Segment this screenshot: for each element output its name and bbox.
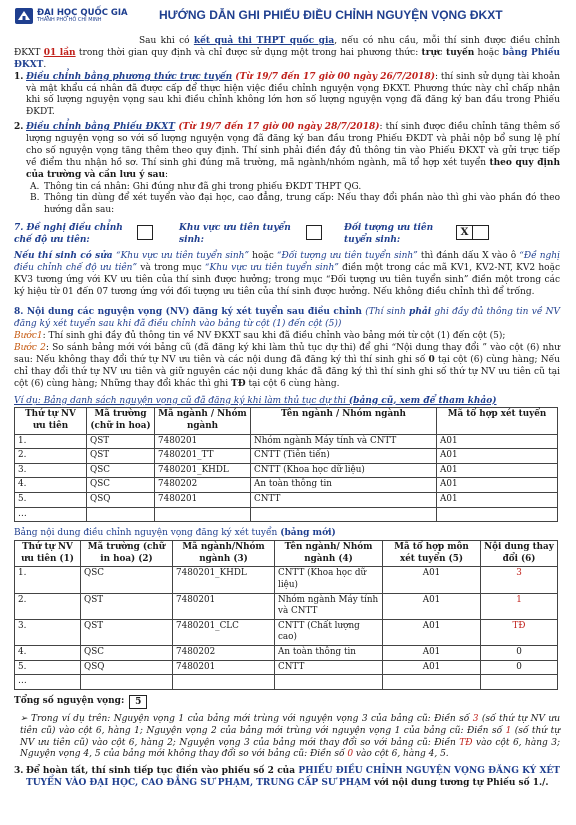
old-table-caption: Ví dụ: Bảng danh sách nguyện vọng cũ đã đăng ký khi làm thủ tục dự thi (bảng cũ, xem để tham khảo) (14, 395, 497, 406)
logo-icon (14, 6, 34, 26)
table-row (15, 493, 558, 508)
table-cell: A01 (437, 463, 558, 478)
table-cell: 5. (15, 493, 87, 508)
table-cell: 1 (481, 593, 558, 619)
new-col-header: Nội dung thay đổi (6) (481, 541, 558, 567)
table-cell: QSQ (87, 493, 155, 508)
table-cell: 7480202 (173, 646, 275, 661)
table-cell (81, 675, 173, 690)
table-cell: 1. (15, 434, 87, 449)
table-cell (275, 675, 383, 690)
area-label: Khu vực ưu tiên tuyển sinh: (179, 223, 291, 245)
table-cell: A01 (383, 567, 481, 593)
table-cell: 4. (15, 478, 87, 493)
step-1: Bước1: Thí sinh ghi đầy đủ thông tin về NV ĐKXT sau khi đã điều chỉnh vào bảng mới từ cột (1) đến cột (5); (14, 331, 506, 342)
table-row (15, 646, 558, 661)
table-cell: A01 (383, 646, 481, 661)
table-cell: 7480201_KHDL (173, 567, 275, 593)
table-cell: An toàn thông tin (251, 478, 437, 493)
new-table-caption: Bảng nội dung điều chỉnh nguyện vọng đăng ký xét tuyển (bảng mới) (14, 528, 336, 539)
table-cell: QSQ (81, 660, 173, 675)
item-2-sub-a: A. Thông tin cá nhân: Ghi đúng như đã ghi trong phiếu ĐKDT THPT QG. (30, 181, 362, 192)
total-wishes-row (14, 695, 560, 709)
table-row (15, 660, 558, 675)
table-cell: A01 (383, 619, 481, 645)
object-code-box-1[interactable]: X (456, 225, 473, 240)
table-cell: QSC (81, 567, 173, 593)
table-cell: … (15, 675, 81, 690)
table-cell: 0 (481, 646, 558, 661)
new-col-header: Mã tổ hợp môn xét tuyển (5) (383, 541, 481, 567)
table-cell: 7480201 (173, 660, 275, 675)
object-code-box-2[interactable] (472, 225, 489, 240)
table-cell: A01 (437, 478, 558, 493)
table-cell (87, 507, 155, 522)
table-row (15, 675, 558, 690)
table-cell: 2. (15, 449, 87, 464)
object-label: Đối tượng ưu tiên tuyển sinh: (344, 223, 434, 245)
new-col-header: Mã ngành/Nhóm ngành (3) (173, 541, 275, 567)
table-row (15, 463, 558, 478)
table-cell: QST (81, 593, 173, 619)
logo-line-2: THÀNH PHỐ HỒ CHÍ MINH (37, 16, 102, 23)
old-col-header: Tên ngành / Nhóm ngành (251, 408, 437, 434)
old-col-header: Mã tổ hợp xét tuyển (437, 408, 558, 434)
table-cell: CNTT (Tiên tiến) (251, 449, 437, 464)
table-cell: QST (81, 619, 173, 645)
table-cell: 3 (481, 567, 558, 593)
table-cell (173, 675, 275, 690)
logo-line-1: ĐẠI HỌC QUỐC GIA (37, 7, 128, 18)
table-cell (383, 675, 481, 690)
table-cell: 7480201 (155, 493, 251, 508)
item-2-sub-b: B. Thông tin dùng để xét tuyển vào đại học, cao đẳng, trung cấp: Nếu thay đổi phần nào thì ghi vào phần đó theo hướng dẫn sau: (30, 193, 560, 216)
table-cell (437, 507, 558, 522)
table-cell: 4. (15, 646, 81, 661)
new-col-header: Mã trường (chữ in hoa) (2) (81, 541, 173, 567)
old-col-header: Thứ tự NV ưu tiên (15, 408, 87, 434)
table-cell: A01 (383, 593, 481, 619)
old-wishes-table (14, 407, 558, 522)
table-cell: … (15, 507, 87, 522)
table-cell: CNTT (Khoa học dữ liệu) (275, 567, 383, 593)
area-code-box[interactable] (306, 225, 322, 240)
old-col-header: Mã ngành / Nhóm ngành (155, 408, 251, 434)
table-cell: TĐ (481, 619, 558, 645)
table-cell: 7480202 (155, 478, 251, 493)
new-col-header: Thứ tự NV ưu tiên (1) (15, 541, 81, 567)
table-cell: CNTT (275, 660, 383, 675)
table-cell: 7480201_CLC (173, 619, 275, 645)
table-row (15, 619, 558, 645)
priority-adjust-label: 7. Đề nghị điều chỉnh chế độ ưu tiên: (14, 223, 123, 245)
new-col-header: Tên ngành/ Nhóm ngành (4) (275, 541, 383, 567)
table-cell: CNTT (Chất lượng cao) (275, 619, 383, 645)
item-8-heading: 8. Nội dung các nguyện vọng (NV) đăng ký xét tuyển sau điều chỉnh (Thí sinh phải ghi đầy đủ thông tin về NV đăng ký xét tuyển sau khi đã điều chỉnh vào bảng từ cột (1) đến cột (5)) (14, 307, 560, 330)
table-cell: A01 (437, 493, 558, 508)
table-cell: 7480201 (173, 593, 275, 619)
table-row (15, 567, 558, 593)
table-row (15, 434, 558, 449)
table-cell: QST (87, 449, 155, 464)
table-cell: An toàn thông tin (275, 646, 383, 661)
table-cell: CNTT (Khoa học dữ liệu) (251, 463, 437, 478)
table-cell: CNTT (251, 493, 437, 508)
table-cell: 3. (15, 463, 87, 478)
table-row (15, 449, 558, 464)
university-logo (14, 6, 134, 26)
priority-note: Nếu thí sinh có sửa “Khu vực ưu tiên tuyển sinh” hoặc “Đối tượng ưu tiên tuyển sinh” thì đánh dấu X vào ô “Đề nghị điều chỉnh chế độ ưu tiên” và trong mục “Khu vực ưu tiên tuyển sinh” điền một trong các mã KV1, KV2-NT, KV2 hoặc KV3 tương ứng với KV ưu tiên của thí sinh được hưởng; trong mục “Đối tượng ưu tiên tuyển sinh” điền một trong các ký hiệu từ 01 đến 07 tương ứng với đối tượng ưu tiên của thí sinh được hưởng. Nếu không điều chỉnh thì để trống. (14, 250, 560, 297)
priority-adjust-row (14, 223, 560, 247)
instruction-item-1: 1. Điều chỉnh bằng phương thức trực tuyến (Từ 19/7 đến 17 giờ 00 ngày 26/7/2018): thí sinh sử dụng tài khoản và mật khẩu cá nhân đã được cấp để thực hiện việc điều chỉnh nguyện vọng ĐKXT. Phương thức này chỉ chấp nhận khi số lượng nguyện vọng sau khi điều chỉnh không lớn hơn số lượng nguyện vọng đã đăng ký ban đầu trong Phiếu ĐKDT. (14, 71, 560, 118)
table-cell: Nhóm ngành Máy tính và CNTT (251, 434, 437, 449)
table-cell (251, 507, 437, 522)
table-cell: 7480201_KHDL (155, 463, 251, 478)
header (14, 6, 560, 36)
instruction-item-3: 3. Để hoàn tất, thí sinh tiếp tục điền vào phiếu số 2 của PHIẾU ĐIỀU CHỈNH NGUYỆN VỌNG ĐĂNG KÝ XÉT TUYỂN VÀO ĐẠI HỌC, CAO ĐẲNG SƯ PHẠM, TRUNG CẤP SƯ PHẠM với nội dung tương tự Phiếu số 1./. (14, 766, 560, 789)
table-cell: A01 (383, 660, 481, 675)
new-wishes-table (14, 540, 558, 690)
table-cell: QSC (87, 463, 155, 478)
table-cell: 5. (15, 660, 81, 675)
example-explanation: ➢ Trong ví dụ trên: Nguyện vọng 1 của bảng mới trùng với nguyện vọng 3 của bảng cũ: Điền số 3 (số thứ tự NV ưu tiên cũ) vào cột 6, hàng 1; Nguyện vọng 2 của bảng mới trùng với nguyện vọng 1 của bảng cũ: Điền số 1 (số thứ tự NV ưu tiên cũ) vào cột 6, hàng 2; Nguyện vọng 3 của bảng mới thay đổi so với bảng cũ: Điền TĐ vào cột 6, hàng 3; Nguyện vọng 4, 5 của bảng mới không thay đổi so với bảng cũ: Điền số 0 vào cột 6, hàng 4, 5. (20, 713, 561, 760)
table-cell (155, 507, 251, 522)
table-cell: 7480201_TT (155, 449, 251, 464)
table-cell: 0 (481, 660, 558, 675)
table-cell: A01 (437, 434, 558, 449)
table-cell (481, 675, 558, 690)
page-title: HƯỚNG DẪN GHI PHIẾU ĐIỀU CHỈNH NGUYỆN VỌNG ĐKXT (159, 8, 503, 22)
table-cell: QSC (81, 646, 173, 661)
old-col-header: Mã trường (chữ in hoa) (87, 408, 155, 434)
table-cell: QST (87, 434, 155, 449)
table-cell: 2. (15, 593, 81, 619)
instruction-item-2: 2. Điều chỉnh bằng Phiếu ĐKXT (Từ 19/7 đến 17 giờ 00 ngày 28/7/2018): thí sinh được điều chỉnh tăng thêm số lượng nguyện vọng so với số lượng nguyện vọng đã đăng ký ban đầu trong Phiếu ĐKDT và phải nộp bổ sung lệ phí cho số nguyện vọng tăng thêm theo quy định. Thí sinh phải điền đầy đủ thông tin vào Phiếu ĐKXT và gửi trực tiếp về điểm thu nhận hồ sơ. Thí sinh ghi đúng mã trường, mã ngành/nhóm ngành, mã tổ hợp xét tuyển theo quy định của trường và cần lưu ý sau: (14, 122, 561, 180)
table-cell: Nhóm ngành Máy tính và CNTT (275, 593, 383, 619)
priority-adjust-checkbox[interactable] (137, 225, 153, 240)
table-cell: 3. (15, 619, 81, 645)
table-row (15, 593, 558, 619)
table-row (15, 478, 558, 493)
table-cell: QSC (87, 478, 155, 493)
table-cell: A01 (437, 449, 558, 464)
table-cell: 7480201 (155, 434, 251, 449)
step-2: Bước 2: So sánh bảng mới với bảng cũ (đã đăng ký khi làm thủ tục dự thi) để ghi “Nội dung thay đổi ” vào cột (6) như sau: Nếu không thay đổi thứ tự NV ưu tiên và các nội dung đã đăng ký thì thí sinh ghi số 0 tại cột (6) cùng hàng; Nếu chỉ thay đổi thứ tự NV ưu tiên và giữ nguyên các nội dung khác đã đăng ký thì thí sinh ghi số thứ tự NV ưu tiên cũ tại cột (6) cùng hàng; Những thay đổi khác thì ghi TĐ tại cột 6 cùng hàng. (14, 343, 560, 389)
total-wishes-value[interactable]: 5 (129, 695, 147, 709)
table-cell: 1. (15, 567, 81, 593)
intro-paragraph: Sau khi có kết quả thi THPT quốc gia, nếu có nhu cầu, mỗi thí sinh được điều chỉnh ĐKXT 01 lần trong thời gian quy định và chỉ được sử dụng một trong hai phương thức: trực tuyến hoặc bằng Phiếu ĐKXT. (14, 36, 561, 70)
total-wishes-label: Tổng số nguyện vọng: (14, 695, 125, 706)
table-row (15, 507, 558, 522)
